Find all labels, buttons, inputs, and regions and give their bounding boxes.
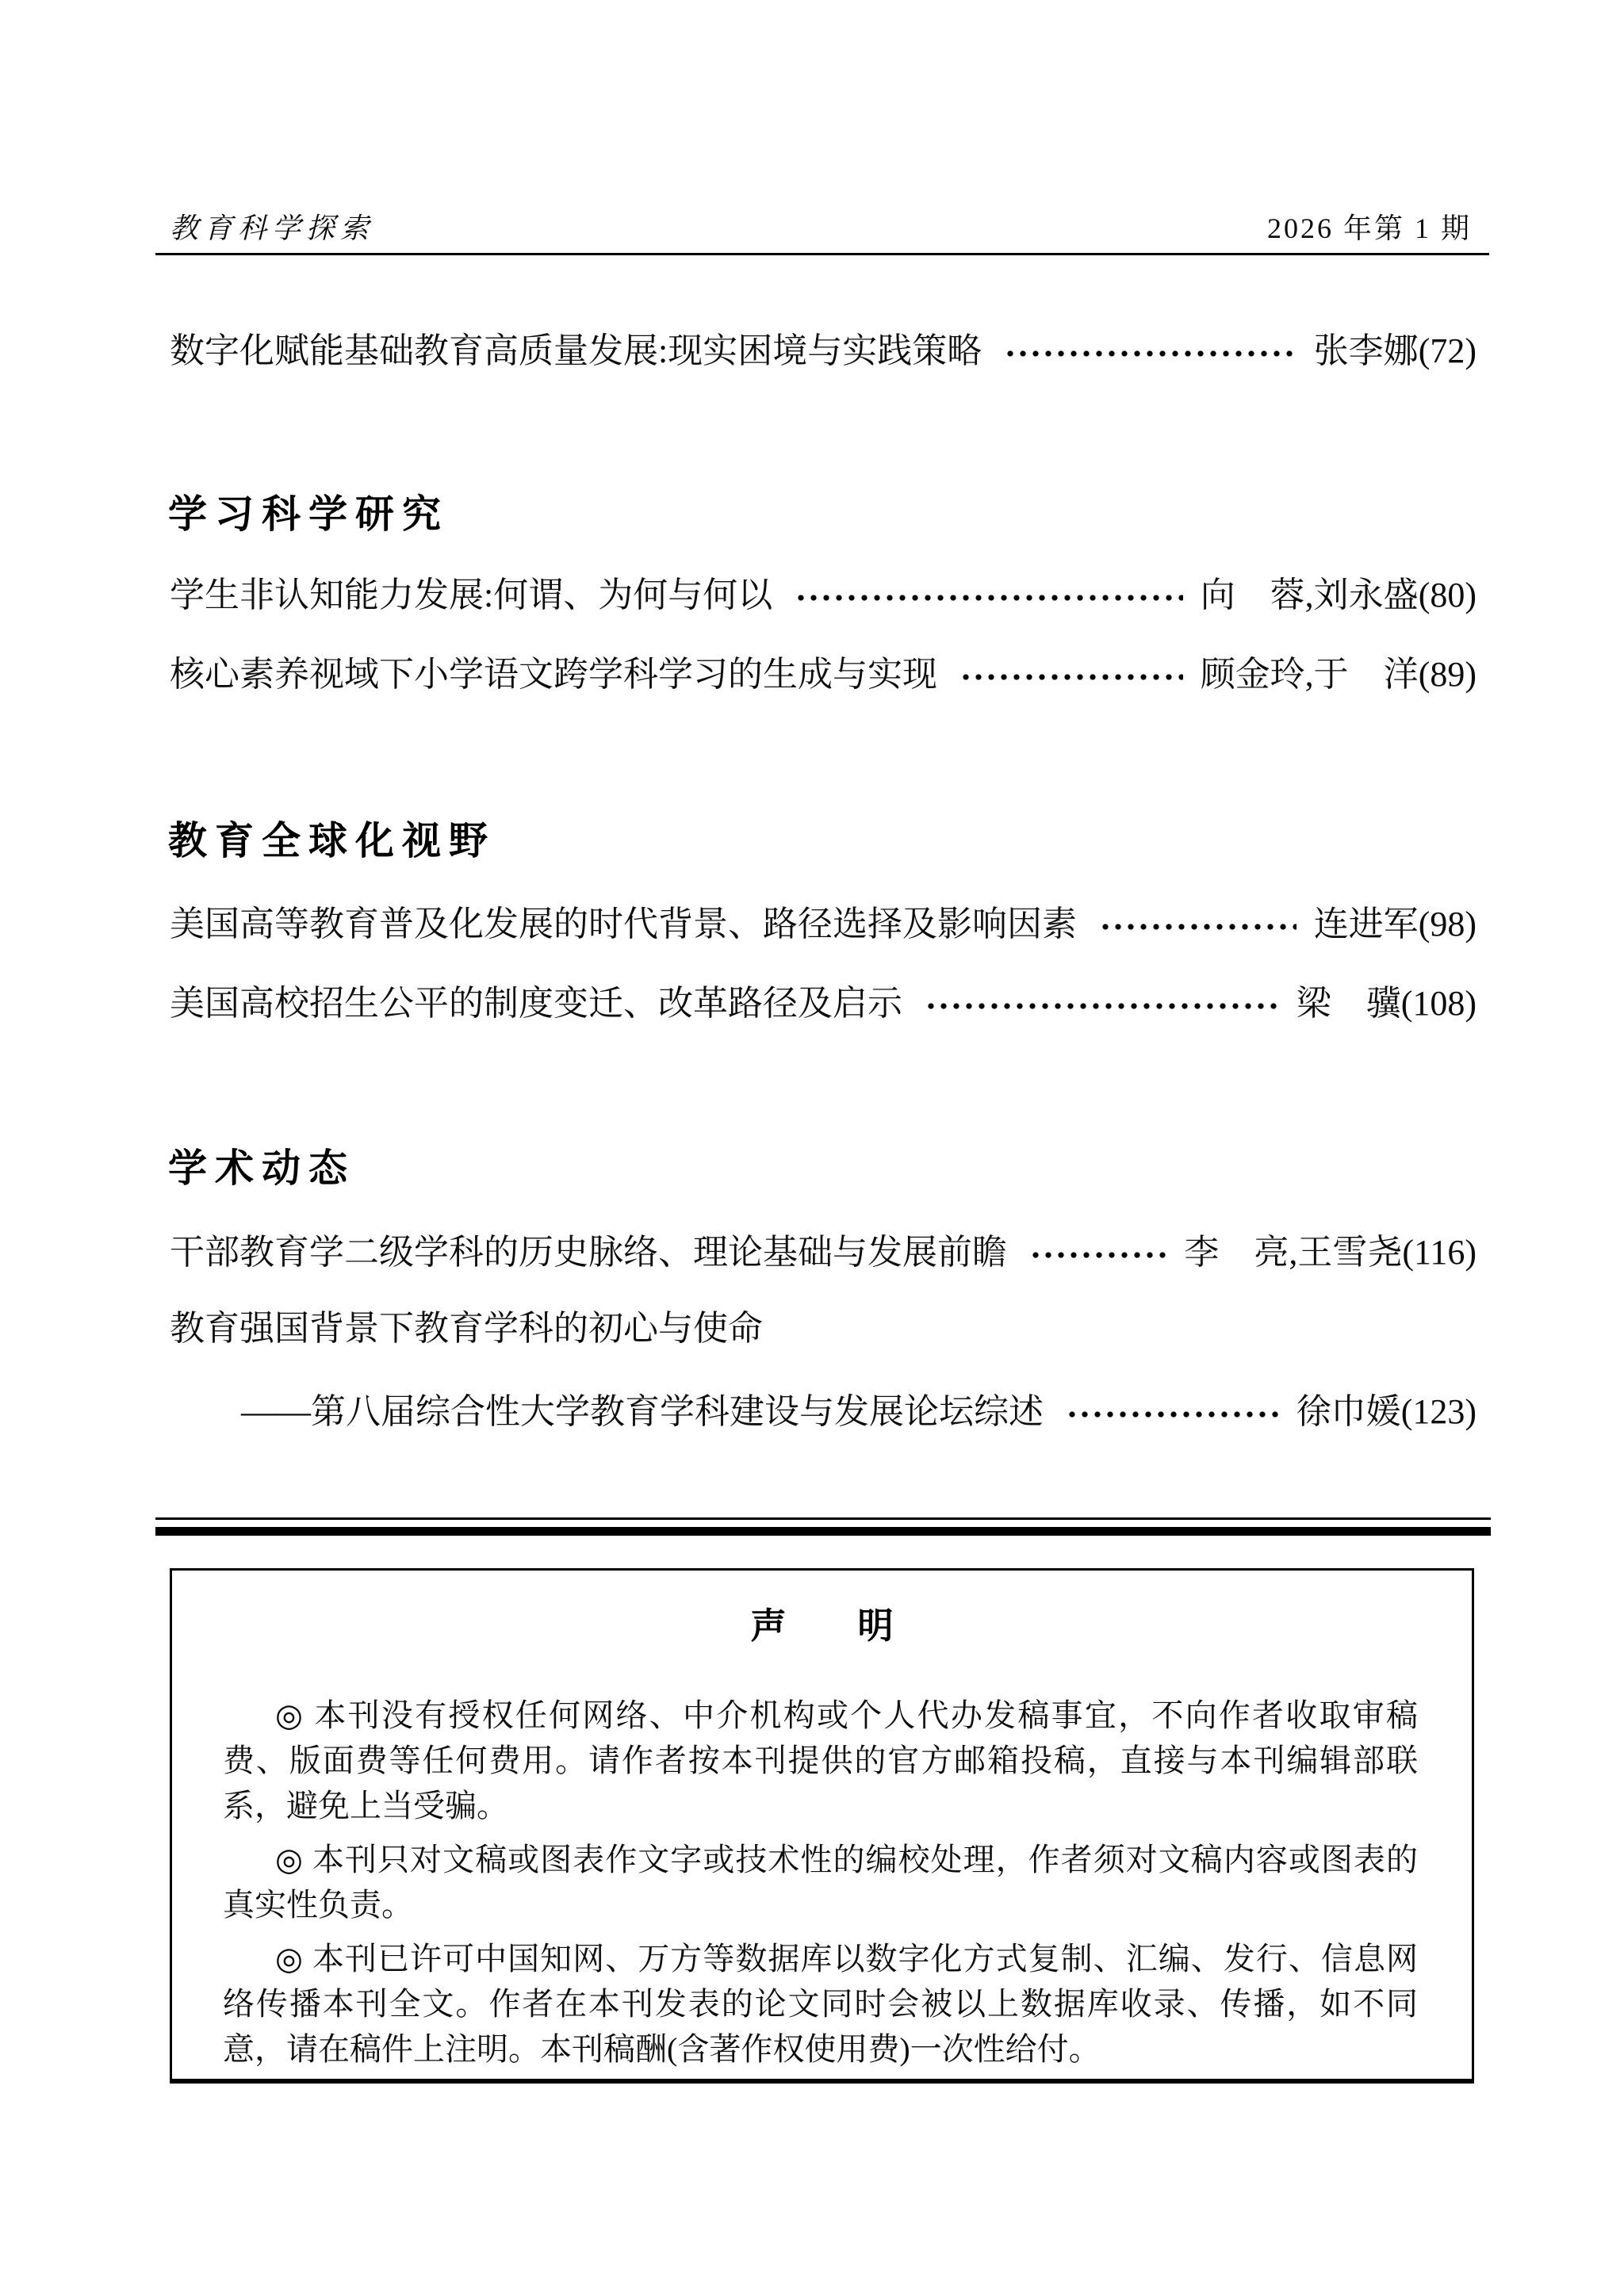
header-rule — [155, 253, 1489, 255]
author-names: 向 蓉,刘永盛 — [1200, 576, 1419, 614]
dot-leader — [1029, 1249, 1166, 1261]
declaration-body — [223, 1693, 1418, 2072]
article-authors-page — [1201, 575, 1477, 616]
page-number: (98) — [1418, 905, 1477, 943]
declaration-box — [170, 1568, 1474, 2084]
journal-name: 教育科学探索 — [170, 212, 375, 244]
author-names: 顾金玲,于 洋 — [1200, 655, 1419, 694]
dot-leader — [1004, 347, 1296, 360]
section-heading: 学习科学研究 — [168, 493, 450, 536]
page-number: (72) — [1418, 331, 1477, 370]
article-title: 学生非认知能力发展:何谓、为何与何以 — [170, 576, 773, 614]
page-number: (80) — [1418, 576, 1477, 614]
author-names: 梁 骥 — [1296, 984, 1401, 1023]
dot-leader — [795, 591, 1182, 604]
page-number: (108) — [1400, 984, 1477, 1023]
toc-entry-continuation — [170, 1391, 1477, 1433]
toc-entry — [170, 1308, 1477, 1349]
page-number: (89) — [1418, 655, 1477, 694]
author-names: 徐巾媛 — [1296, 1392, 1401, 1431]
article-authors-page — [1184, 1232, 1477, 1273]
article-title: 数字化赋能基础教育高质量发展:现实困境与实践策略 — [170, 331, 982, 370]
declaration-paragraph: ◎ 本刊已许可中国知网、万方等数据库以数字化方式复制、汇编、发行、信息网络传播本刊全文。作者在本刊发表的论文同时会被以上数据库收录、传播，如不同意，请在稿件上注明。本刊稿酬(含著作权使用费)一次性给付。 — [223, 1941, 1418, 2067]
article-authors-page — [1297, 983, 1477, 1024]
thick-divider-bar — [155, 1527, 1491, 1536]
dot-leader — [925, 1000, 1279, 1012]
article-title: 教育强国背景下教育学科的初心与使命 — [170, 1309, 763, 1348]
section-heading: 教育全球化视野 — [168, 820, 496, 863]
article-authors-page — [1314, 904, 1477, 945]
article-authors-page — [1201, 654, 1477, 695]
author-names: 连进军 — [1313, 905, 1419, 943]
issue-label: 2026 年第 1 期 — [1266, 212, 1472, 244]
declaration-title: 声 明 — [750, 1605, 894, 1646]
declaration-paragraph: ◎ 本刊只对文稿或图表作文字或技术性的编校处理，作者须对文稿内容或图表的真实性负责。 — [223, 1842, 1418, 1923]
section-heading: 学术动态 — [168, 1147, 356, 1190]
article-title: 美国高等教育普及化发展的时代背景、路径选择及影响因素 — [170, 905, 1077, 943]
author-names: 李 亮,王雪尧 — [1184, 1233, 1403, 1272]
dot-leader — [1066, 1408, 1279, 1421]
page-number: (123) — [1400, 1392, 1477, 1431]
toc-entry — [170, 331, 1477, 372]
author-names: 张李娜 — [1313, 331, 1419, 370]
toc-entry — [170, 1232, 1477, 1273]
article-title: 干部教育学二级学科的历史脉络、理论基础与发展前瞻 — [170, 1233, 1007, 1272]
page-number: (116) — [1402, 1233, 1477, 1272]
toc-entry — [170, 904, 1477, 945]
dot-leader — [1099, 920, 1297, 933]
running-header — [170, 211, 1472, 246]
article-authors-page — [1297, 1391, 1477, 1433]
article-title: 美国高校招生公平的制度变迁、改革路径及启示 — [170, 984, 902, 1023]
toc-entry — [170, 575, 1477, 616]
article-authors-page — [1314, 331, 1477, 372]
article-title: 核心素养视域下小学语文跨学科学习的生成与实现 — [170, 655, 937, 694]
article-subtitle: ——第八届综合性大学教育学科建设与发展论坛综述 — [241, 1392, 1044, 1431]
toc-entry — [170, 983, 1477, 1024]
thin-divider-rule — [155, 1517, 1491, 1520]
declaration-paragraph: ◎ 本刊没有授权任何网络、中介机构或个人代办发稿事宜，不向作者收取审稿费、版面费等任何费用。请作者按本刊提供的官方邮箱投稿，直接与本刊编辑部联系，避免上当受骗。 — [223, 1697, 1418, 1823]
dot-leader — [959, 671, 1183, 683]
toc-entry — [170, 654, 1477, 695]
